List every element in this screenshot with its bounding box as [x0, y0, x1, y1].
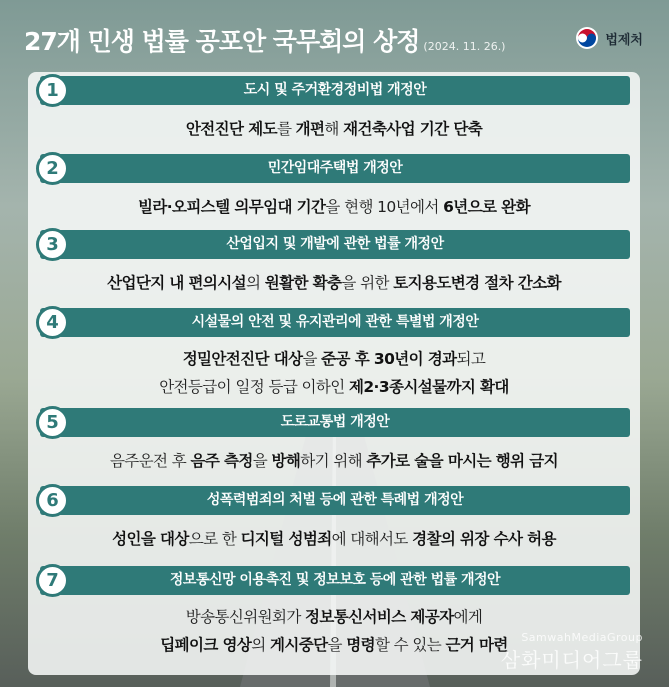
description-text: 할 수 있는 — [374, 636, 446, 654]
description-text: 을 — [327, 636, 347, 654]
emphasis-text: 재건축사업 기간 단축 — [343, 120, 483, 138]
description-text: 을 — [252, 452, 272, 470]
law-title-bar: 산업입지 및 개발에 관한 법률 개정안 — [40, 230, 630, 259]
page-title — [24, 22, 505, 58]
item-number-badge: 5 — [36, 406, 69, 439]
description-text: 안전등급이 일정 등급 이하인 — [159, 378, 349, 396]
item-number-badge: 6 — [36, 484, 69, 517]
description-text: 를 — [276, 120, 296, 138]
law-title-bar: 민간임대주택법 개정안 — [40, 154, 630, 183]
law-description-line — [28, 117, 640, 139]
watermark-ko: 삼화미디어그룹 — [500, 648, 643, 672]
emphasis-text: 산업단지 내 편의시설 — [107, 274, 247, 292]
law-description-line — [28, 375, 640, 397]
emphasis-text: 명령 — [346, 636, 375, 654]
description-text: 방송통신위원회가 — [185, 608, 306, 626]
taegeuk-emblem-icon — [575, 26, 599, 50]
emphasis-text: 준공 후 30년이 경과 — [321, 350, 457, 368]
law-description-line — [28, 449, 640, 471]
emphasis-text: 개편 — [295, 120, 325, 138]
emphasis-text: 추가로 술을 마시는 행위 금지 — [366, 452, 559, 470]
emphasis-text: 게시중단 — [270, 636, 328, 654]
emphasis-text: 정보통신서비스 제공자 — [305, 608, 454, 626]
emphasis-text: 안전진단 제도 — [185, 120, 277, 138]
emphasis-text: 빌라·오피스텔 의무임대 기간 — [138, 198, 326, 216]
description-text: 되고 — [456, 350, 486, 368]
emphasis-text: 제2·3종시설물까지 확대 — [348, 378, 509, 396]
description-text: 하기 위해 — [300, 452, 367, 470]
emphasis-text: 토지용도변경 절차 간소화 — [393, 274, 561, 292]
law-description-line — [28, 195, 640, 217]
title-text: 27개 민생 법률 공포안 국무회의 상정 — [24, 27, 420, 56]
description-text: 음주운전 후 — [109, 452, 191, 470]
law-description-line — [28, 605, 640, 627]
law-description-line — [28, 347, 640, 369]
description-text: 의 — [246, 274, 265, 292]
description-text: 에게 — [453, 608, 483, 626]
description-text: 을 위한 — [341, 274, 394, 292]
watermark — [501, 631, 643, 673]
description-text: 을 현행 10년에서 — [325, 198, 444, 216]
emphasis-text: 디지털 성범죄 — [240, 530, 332, 548]
item-number-badge: 2 — [36, 152, 69, 185]
date-text: (2024. 11. 26.) — [423, 40, 506, 53]
logo-text: 법제처 — [605, 32, 643, 48]
emphasis-text: 성인을 대상 — [112, 530, 189, 548]
description-text: 을 — [302, 350, 322, 368]
emphasis-text: 원활한 확충 — [264, 274, 342, 292]
item-number-badge: 7 — [36, 564, 69, 597]
description-text: 에 대해서도 — [331, 530, 413, 548]
description-text: 해 — [324, 120, 344, 138]
watermark-en: SamwahMediaGroup — [521, 631, 643, 644]
description-text: 의 — [251, 636, 270, 654]
law-title-bar: 성폭력범죄의 처벌 등에 관한 특례법 개정안 — [40, 486, 630, 515]
emphasis-text: 근거 마련 — [445, 636, 508, 654]
moleg-logo — [575, 26, 643, 50]
law-description-line — [28, 271, 640, 293]
item-number-badge: 1 — [36, 74, 69, 107]
item-number-badge: 4 — [36, 306, 69, 339]
law-title-bar: 도로교통법 개정안 — [40, 408, 630, 437]
header — [0, 0, 669, 72]
content-panel — [28, 72, 640, 675]
item-number-badge: 3 — [36, 228, 69, 261]
emphasis-text: 경찰의 위장 수사 허용 — [412, 530, 556, 548]
law-description-line — [28, 527, 640, 549]
description-text: 으로 한 — [188, 530, 241, 548]
law-title-bar: 정보통신망 이용촉진 및 정보보호 등에 관한 법률 개정안 — [40, 566, 630, 595]
emphasis-text: 딥페이크 영상 — [160, 636, 252, 654]
emphasis-text: 6년으로 완화 — [443, 198, 530, 216]
law-title-bar: 시설물의 안전 및 유지관리에 관한 특별법 개정안 — [40, 308, 630, 337]
law-title-bar: 도시 및 주거환경정비법 개정안 — [40, 76, 630, 105]
emphasis-text: 방해 — [271, 452, 301, 470]
emphasis-text: 음주 측정 — [190, 452, 253, 470]
emphasis-text: 정밀안전진단 대상 — [182, 350, 303, 368]
